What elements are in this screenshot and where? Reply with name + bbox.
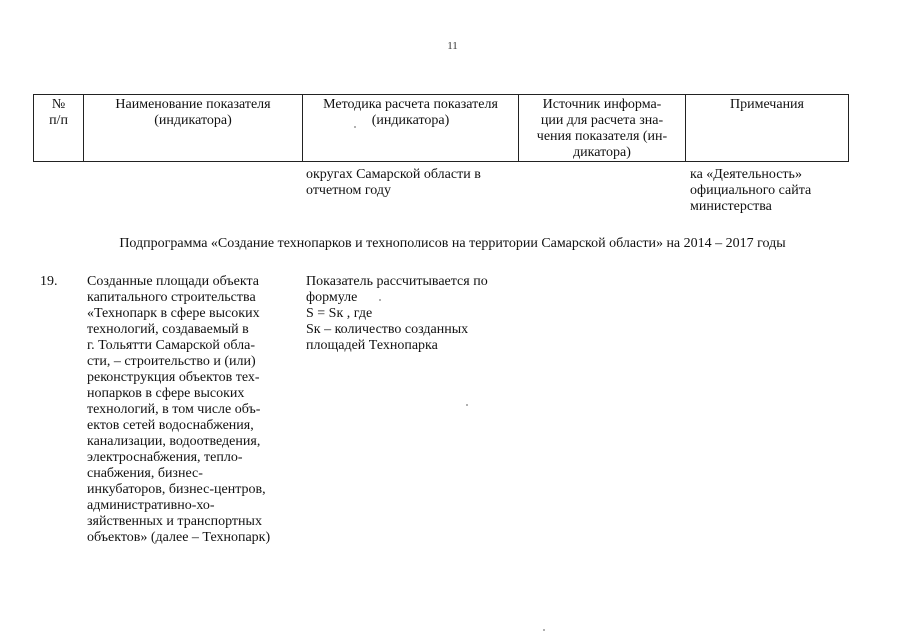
header-col-source: Источник информа- ции для расчета зна- чения показателя (ин- дикатора) bbox=[536, 97, 668, 160]
row-indicator-name: Созданные площади объекта капитального строительства «Технопарк в сфере высоких технологий, создаваемый в г. Тольятти Самарской обла- сти, – строительство и (или) реконструкция объектов тех- нопарков в сфере высоких технологий, в том числе объ- ектов сетей водоснабжения, канализации, водоотведения, электроснабжения, тепло- снабжения, бизнес- инкубаторов, бизнес-центров, административно-хо- зяйственных и транспортных объектов» (далее – Технопарк) bbox=[87, 274, 271, 545]
row-method: Показатель рассчитывается по формуле S = Sк , где Sк – количество созданных площадей Технопарка bbox=[306, 274, 488, 353]
continuation-method: округах Самарской области в отчетном году bbox=[306, 167, 481, 198]
header-col-number: № п/п bbox=[49, 97, 68, 128]
subprogram-title: Подпрограмма «Создание технопарков и технополисов на территории Самарской области» на 2014 – 2017 годы bbox=[119, 236, 786, 251]
scan-speck bbox=[379, 299, 381, 301]
page-number: 11 bbox=[447, 40, 458, 52]
scan-speck bbox=[543, 629, 545, 631]
scan-speck bbox=[354, 126, 356, 128]
header-col-name: Наименование показателя (индикатора) bbox=[115, 97, 271, 128]
header-col-method: Методика расчета показателя (индикатора) bbox=[323, 97, 498, 128]
continuation-notes: ка «Деятельность» официального сайта министерства bbox=[690, 167, 812, 214]
scan-speck bbox=[466, 404, 468, 406]
header-col-notes: Примечания bbox=[729, 97, 804, 112]
row-number: 19. bbox=[40, 274, 58, 289]
